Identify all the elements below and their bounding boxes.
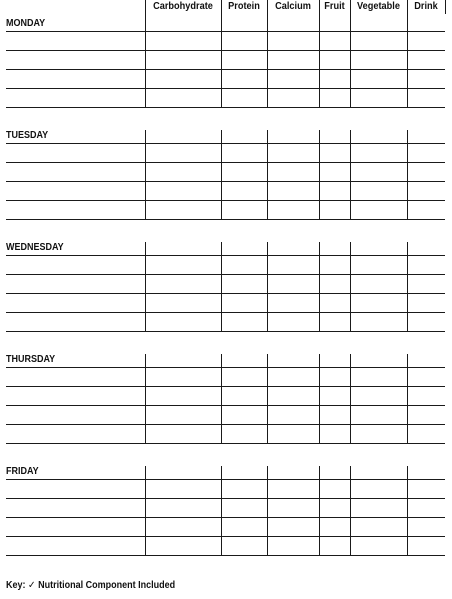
entry-row-line [6,162,445,163]
column-divider [267,130,268,220]
column-divider [350,14,351,108]
column-header-carbohydrate: Carbohydrate [153,1,213,12]
column-divider [350,354,351,444]
column-divider [319,354,320,444]
column-divider [145,130,146,220]
header-divider [407,0,408,14]
entry-row-line [6,555,445,556]
day-label: FRIDAY [6,466,39,477]
entry-row-line [6,50,445,51]
entry-row-line [6,424,445,425]
column-header-fruit: Fruit [324,1,345,12]
column-divider [319,242,320,332]
column-divider [407,242,408,332]
column-divider [145,14,146,108]
entry-row-line [6,498,445,499]
column-divider [407,354,408,444]
entry-row-line [6,107,445,108]
day-label: THURSDAY [6,354,56,365]
column-divider [221,14,222,108]
entry-row-line [6,143,445,144]
legend-key [6,579,175,593]
day-label: TUESDAY [6,130,49,141]
header-divider [221,0,222,14]
day-label: MONDAY [6,18,46,29]
column-divider [407,466,408,556]
column-header-protein: Protein [228,1,260,12]
column-divider [407,130,408,220]
key-text: Nutritional Component Included [38,580,176,591]
entry-row-line [6,31,445,32]
header-divider [267,0,268,14]
entry-row-line [6,181,445,182]
column-divider [221,354,222,444]
entry-row-line [6,69,445,70]
column-divider [350,242,351,332]
column-divider [319,14,320,108]
entry-row-line [6,536,445,537]
entry-row-line [6,517,445,518]
entry-row-line [6,200,445,201]
column-divider [221,130,222,220]
column-divider [221,242,222,332]
entry-row-line [6,293,445,294]
column-divider [145,354,146,444]
entry-row-line [6,331,445,332]
entry-row-line [6,367,445,368]
entry-row-line [6,405,445,406]
entry-row-line [6,219,445,220]
entry-row-line [6,255,445,256]
column-divider [267,354,268,444]
column-divider [267,242,268,332]
column-divider [267,14,268,108]
column-divider [145,242,146,332]
header-divider [319,0,320,14]
column-divider [145,466,146,556]
entry-row-line [6,479,445,480]
column-divider [407,14,408,108]
key-label: Key: [6,580,26,591]
column-header-drink: Drink [414,1,438,12]
day-label: WEDNESDAY [6,242,64,253]
entry-row-line [6,88,445,89]
column-divider [221,466,222,556]
header-divider [145,0,146,14]
entry-row-line [6,386,445,387]
entry-row-line [6,274,445,275]
checkmark-icon: ✓ [28,580,36,591]
header-divider [445,0,446,14]
column-divider [319,130,320,220]
column-header-vegetable: Vegetable [357,1,400,12]
column-divider [350,466,351,556]
entry-row-line [6,443,445,444]
header-divider [350,0,351,14]
column-divider [267,466,268,556]
column-header-calcium: Calcium [275,1,311,12]
column-divider [319,466,320,556]
column-divider [350,130,351,220]
entry-row-line [6,312,445,313]
